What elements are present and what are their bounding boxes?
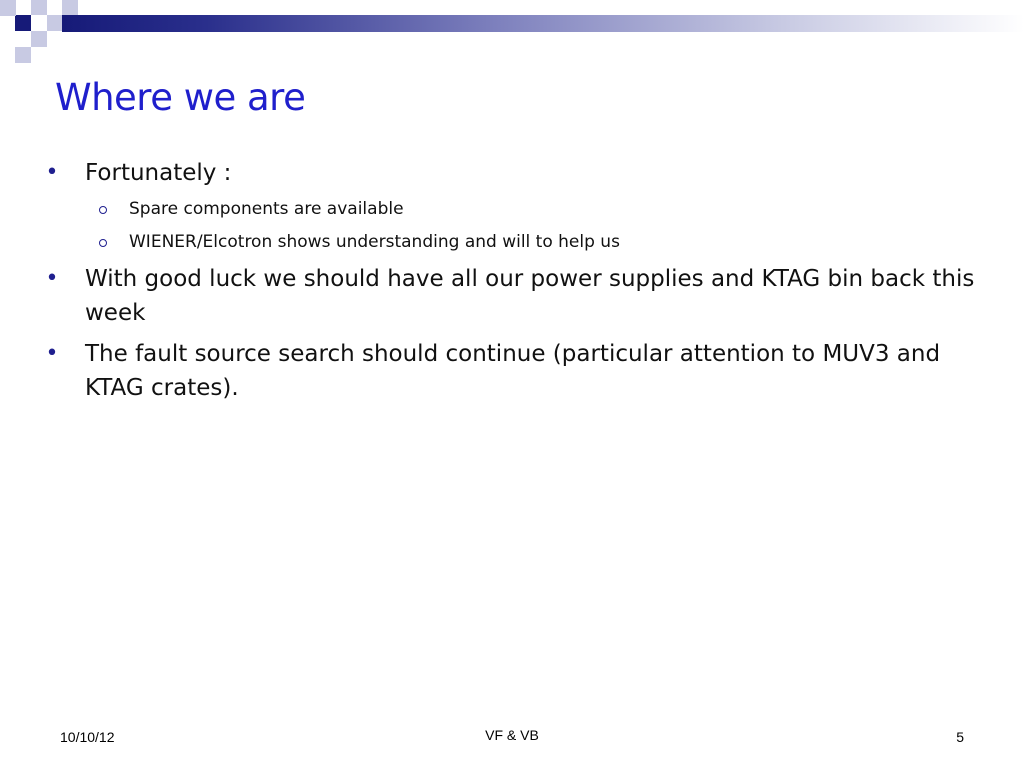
slide-title: Where we are xyxy=(55,76,306,119)
header-gradient-bar xyxy=(62,15,1024,32)
deco-square-dark xyxy=(15,15,31,31)
deco-square-light xyxy=(31,0,47,16)
sub-bullet-text: Spare components are available xyxy=(129,199,404,219)
bullet-text: With good luck we should have all our power supplies and KTAG bin back this week xyxy=(85,266,975,326)
bullet-dot-icon: • xyxy=(45,160,59,185)
deco-square-light xyxy=(15,47,31,63)
bullet-text: Fortunately : xyxy=(85,160,232,186)
deco-square-light xyxy=(0,0,16,16)
ring-bullet-icon xyxy=(99,239,107,247)
ring-bullet-icon xyxy=(99,206,107,214)
bullet-dot-icon: • xyxy=(45,341,59,366)
deco-square-white xyxy=(31,15,47,31)
bullet-text: The fault source search should continue (particular attention to MUV3 and KTAG crates). xyxy=(85,341,941,401)
corner-decoration xyxy=(0,0,80,64)
bullet-dot-icon: • xyxy=(45,266,59,291)
bullet-item xyxy=(45,156,975,190)
sub-bullet-item xyxy=(129,197,969,221)
bullet-item xyxy=(45,262,975,330)
deco-square-light xyxy=(31,31,47,47)
deco-square-light xyxy=(62,0,78,16)
bullet-item xyxy=(45,337,975,405)
footer-date: 10/10/12 xyxy=(60,729,115,745)
page-number: 5 xyxy=(956,729,964,745)
sub-bullet-item xyxy=(129,230,969,254)
deco-square-light xyxy=(47,15,63,31)
sub-bullet-text: WIENER/Elcotron shows understanding and will to help us xyxy=(129,232,620,252)
footer-authors: VF & VB xyxy=(485,727,539,743)
